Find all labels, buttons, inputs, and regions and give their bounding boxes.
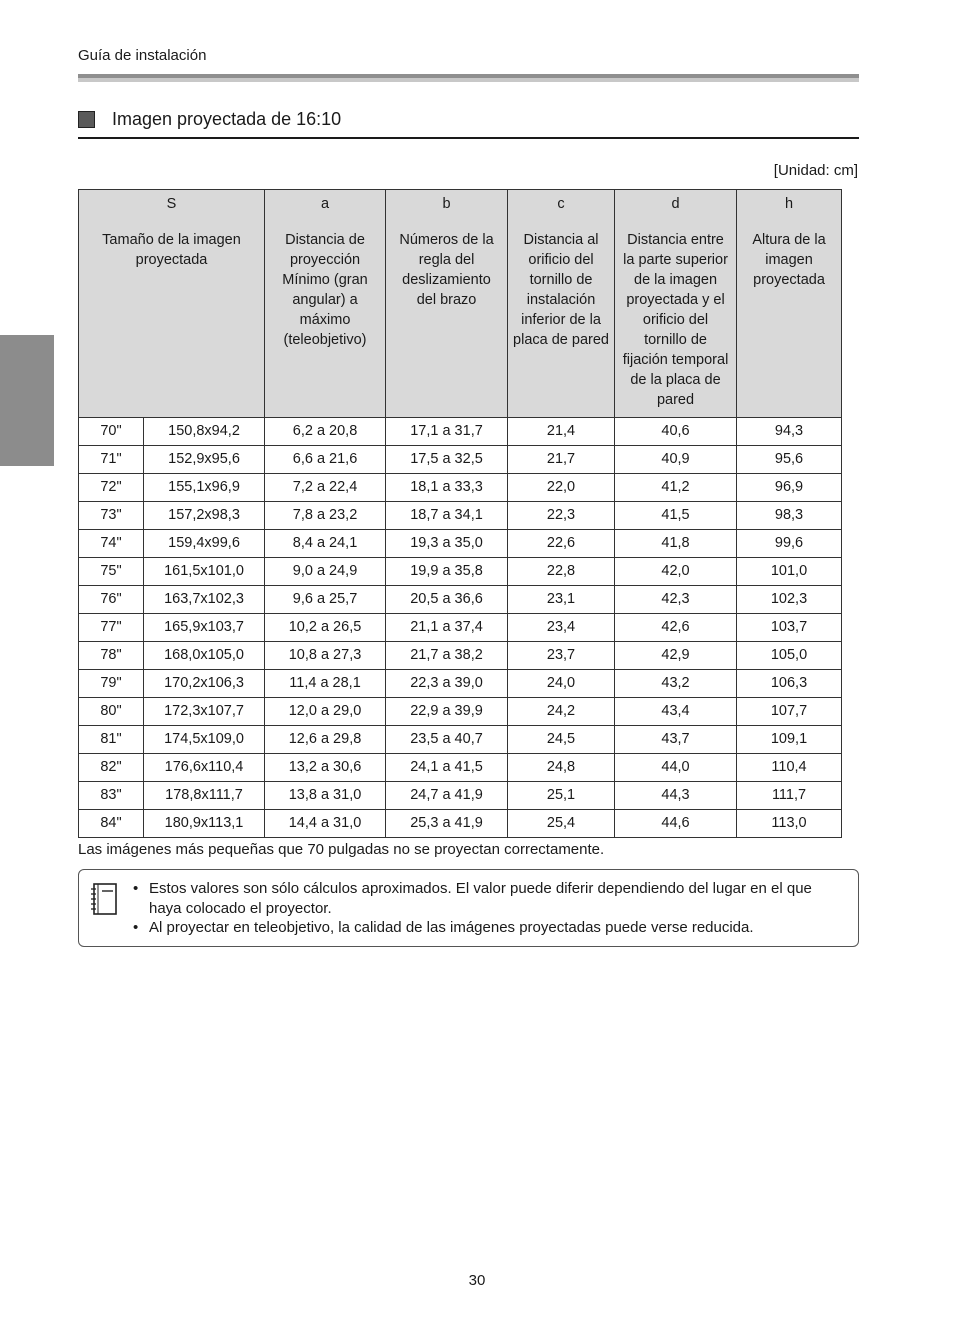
table-row xyxy=(79,558,842,586)
table-cell: 106,3 xyxy=(737,670,842,698)
table-cell: 99,6 xyxy=(737,530,842,558)
header-cell-h xyxy=(737,190,842,418)
table-cell: 161,5x101,0 xyxy=(144,558,265,586)
table-cell: 20,5 a 36,6 xyxy=(386,586,508,614)
table-cell: 24,8 xyxy=(508,754,615,782)
table-cell: 78" xyxy=(79,642,144,670)
header-description: Altura de la imagen proyectada xyxy=(752,232,826,288)
table-cell: 102,3 xyxy=(737,586,842,614)
table-cell: 19,9 a 35,8 xyxy=(386,558,508,586)
table-cell: 12,6 a 29,8 xyxy=(265,726,386,754)
table-cell: 44,0 xyxy=(615,754,737,782)
table-cell: 73" xyxy=(79,502,144,530)
table-cell: 96,9 xyxy=(737,474,842,502)
table-cell: 10,8 a 27,3 xyxy=(265,642,386,670)
table-row xyxy=(79,502,842,530)
table-cell: 22,9 a 39,9 xyxy=(386,698,508,726)
table-row xyxy=(79,586,842,614)
table-row xyxy=(79,530,842,558)
header-cell-c xyxy=(508,190,615,418)
notebook-icon xyxy=(89,882,119,916)
running-header: Guía de instalación xyxy=(78,47,207,64)
table-cell: 103,7 xyxy=(737,614,842,642)
table-cell: 12,0 a 29,0 xyxy=(265,698,386,726)
table-cell: 42,6 xyxy=(615,614,737,642)
table-cell: 94,3 xyxy=(737,418,842,446)
header-cell-s xyxy=(79,190,265,418)
table-cell: 109,1 xyxy=(737,726,842,754)
table-cell: 76" xyxy=(79,586,144,614)
table-cell: 150,8x94,2 xyxy=(144,418,265,446)
table-cell: 101,0 xyxy=(737,558,842,586)
header-letter: h xyxy=(784,196,794,212)
header-cell-d xyxy=(615,190,737,418)
section-square-icon xyxy=(78,111,95,128)
table-cell: 22,8 xyxy=(508,558,615,586)
table-cell: 75" xyxy=(79,558,144,586)
table-cell: 81" xyxy=(79,726,144,754)
table-cell: 71" xyxy=(79,446,144,474)
table-cell: 25,3 a 41,9 xyxy=(386,810,508,838)
table-cell: 14,4 a 31,0 xyxy=(265,810,386,838)
table-cell: 13,2 a 30,6 xyxy=(265,754,386,782)
table-cell: 159,4x99,6 xyxy=(144,530,265,558)
table-cell: 172,3x107,7 xyxy=(144,698,265,726)
note-list xyxy=(133,879,846,938)
table-row xyxy=(79,474,842,502)
table-cell: 22,3 xyxy=(508,502,615,530)
table-cell: 41,5 xyxy=(615,502,737,530)
table-cell: 163,7x102,3 xyxy=(144,586,265,614)
table-cell: 25,4 xyxy=(508,810,615,838)
header-description: Tamaño de la imagen proyectada xyxy=(102,232,241,268)
table-row xyxy=(79,446,842,474)
table-cell: 21,7 xyxy=(508,446,615,474)
table-cell: 44,6 xyxy=(615,810,737,838)
table-cell: 42,9 xyxy=(615,642,737,670)
table-cell: 24,2 xyxy=(508,698,615,726)
header-description: Distancia al orificio del tornillo de instalación inferior de la placa de pared xyxy=(513,232,609,348)
table-cell: 6,2 a 20,8 xyxy=(265,418,386,446)
table-cell: 165,9x103,7 xyxy=(144,614,265,642)
table-cell: 80" xyxy=(79,698,144,726)
table-cell: 43,4 xyxy=(615,698,737,726)
header-letter: a xyxy=(320,196,330,212)
table-cell: 8,4 a 24,1 xyxy=(265,530,386,558)
table-row xyxy=(79,670,842,698)
table-row xyxy=(79,614,842,642)
header-letter: b xyxy=(442,196,451,212)
table-cell: 10,2 a 26,5 xyxy=(265,614,386,642)
table-cell: 111,7 xyxy=(737,782,842,810)
table-cell: 168,0x105,0 xyxy=(144,642,265,670)
table-row xyxy=(79,810,842,838)
table-cell: 22,3 a 39,0 xyxy=(386,670,508,698)
section-title: Imagen proyectada de 16:10 xyxy=(112,109,342,129)
table-cell: 21,1 a 37,4 xyxy=(386,614,508,642)
header-description: Distancia entre la parte superior de la imagen proyectada y el orificio del tornillo de fijación temporal de la placa de pared xyxy=(622,232,729,408)
table-cell: 180,9x113,1 xyxy=(144,810,265,838)
table-cell: 25,1 xyxy=(508,782,615,810)
section-heading xyxy=(78,108,859,139)
table-cell: 74" xyxy=(79,530,144,558)
table-cell: 72" xyxy=(79,474,144,502)
table-cell: 17,1 a 31,7 xyxy=(386,418,508,446)
table-cell: 98,3 xyxy=(737,502,842,530)
projection-table xyxy=(78,189,842,838)
table-cell: 41,2 xyxy=(615,474,737,502)
table-cell: 18,1 a 33,3 xyxy=(386,474,508,502)
table-cell: 174,5x109,0 xyxy=(144,726,265,754)
table-row xyxy=(79,782,842,810)
table-cell: 95,6 xyxy=(737,446,842,474)
table-cell: 22,6 xyxy=(508,530,615,558)
table-cell: 22,0 xyxy=(508,474,615,502)
footnote: Las imágenes más pequeñas que 70 pulgadas no se proyectan correctamente. xyxy=(78,841,605,858)
table-cell: 40,9 xyxy=(615,446,737,474)
table-cell: 17,5 a 32,5 xyxy=(386,446,508,474)
header-letter: S xyxy=(166,196,177,212)
table-cell: 23,5 a 40,7 xyxy=(386,726,508,754)
table-cell: 176,6x110,4 xyxy=(144,754,265,782)
note-item: • Estos valores son sólo cálculos aproximados. El valor puede diferir dependiendo del lugar en el que haya colocado el proyector. xyxy=(133,879,846,918)
table-cell: 18,7 a 34,1 xyxy=(386,502,508,530)
table-cell: 24,0 xyxy=(508,670,615,698)
table-cell: 110,4 xyxy=(737,754,842,782)
table-cell: 70" xyxy=(79,418,144,446)
table-cell: 21,7 a 38,2 xyxy=(386,642,508,670)
table-cell: 155,1x96,9 xyxy=(144,474,265,502)
table-cell: 107,7 xyxy=(737,698,842,726)
table-header-row xyxy=(79,190,842,418)
table-row xyxy=(79,642,842,670)
header-letter: c xyxy=(557,196,565,212)
table-cell: 82" xyxy=(79,754,144,782)
table-body xyxy=(79,418,842,838)
table-cell: 152,9x95,6 xyxy=(144,446,265,474)
table-cell: 13,8 a 31,0 xyxy=(265,782,386,810)
unit-label: [Unidad: cm] xyxy=(773,162,858,179)
table-cell: 24,1 a 41,5 xyxy=(386,754,508,782)
page-number: 30 xyxy=(468,1272,486,1289)
table-cell: 9,6 a 25,7 xyxy=(265,586,386,614)
table-cell: 11,4 a 28,1 xyxy=(265,670,386,698)
table-cell: 23,1 xyxy=(508,586,615,614)
table-cell: 21,4 xyxy=(508,418,615,446)
table-cell: 41,8 xyxy=(615,530,737,558)
table-cell: 19,3 a 35,0 xyxy=(386,530,508,558)
table-cell: 83" xyxy=(79,782,144,810)
table-cell: 40,6 xyxy=(615,418,737,446)
note-item: • Al proyectar en teleobjetivo, la calidad de las imágenes proyectadas puede verse reducida. xyxy=(133,918,846,938)
header-cell-a xyxy=(265,190,386,418)
chapter-side-tab xyxy=(0,335,54,466)
table-cell: 42,3 xyxy=(615,586,737,614)
table-row xyxy=(79,698,842,726)
table-cell: 84" xyxy=(79,810,144,838)
table-cell: 157,2x98,3 xyxy=(144,502,265,530)
table-cell: 7,2 a 22,4 xyxy=(265,474,386,502)
table-cell: 23,7 xyxy=(508,642,615,670)
header-cell-b xyxy=(386,190,508,418)
table-cell: 43,7 xyxy=(615,726,737,754)
table-cell: 178,8x111,7 xyxy=(144,782,265,810)
table-row xyxy=(79,754,842,782)
note-box xyxy=(78,869,859,947)
header-letter: d xyxy=(671,196,680,212)
table-cell: 170,2x106,3 xyxy=(144,670,265,698)
table-cell: 6,6 a 21,6 xyxy=(265,446,386,474)
table-row xyxy=(79,726,842,754)
table-row xyxy=(79,418,842,446)
table-cell: 7,8 a 23,2 xyxy=(265,502,386,530)
header-rule xyxy=(78,74,859,82)
table-cell: 77" xyxy=(79,614,144,642)
table-cell: 42,0 xyxy=(615,558,737,586)
table-cell: 113,0 xyxy=(737,810,842,838)
table-cell: 24,7 a 41,9 xyxy=(386,782,508,810)
table-cell: 23,4 xyxy=(508,614,615,642)
table-cell: 105,0 xyxy=(737,642,842,670)
header-description: Números de la regla del deslizamiento del brazo xyxy=(399,232,494,308)
table-cell: 24,5 xyxy=(508,726,615,754)
header-description: Distancia de proyección Mínimo (gran angular) a máximo (teleobjetivo) xyxy=(282,232,368,348)
table-cell: 43,2 xyxy=(615,670,737,698)
table-cell: 79" xyxy=(79,670,144,698)
table-cell: 9,0 a 24,9 xyxy=(265,558,386,586)
table-cell: 44,3 xyxy=(615,782,737,810)
